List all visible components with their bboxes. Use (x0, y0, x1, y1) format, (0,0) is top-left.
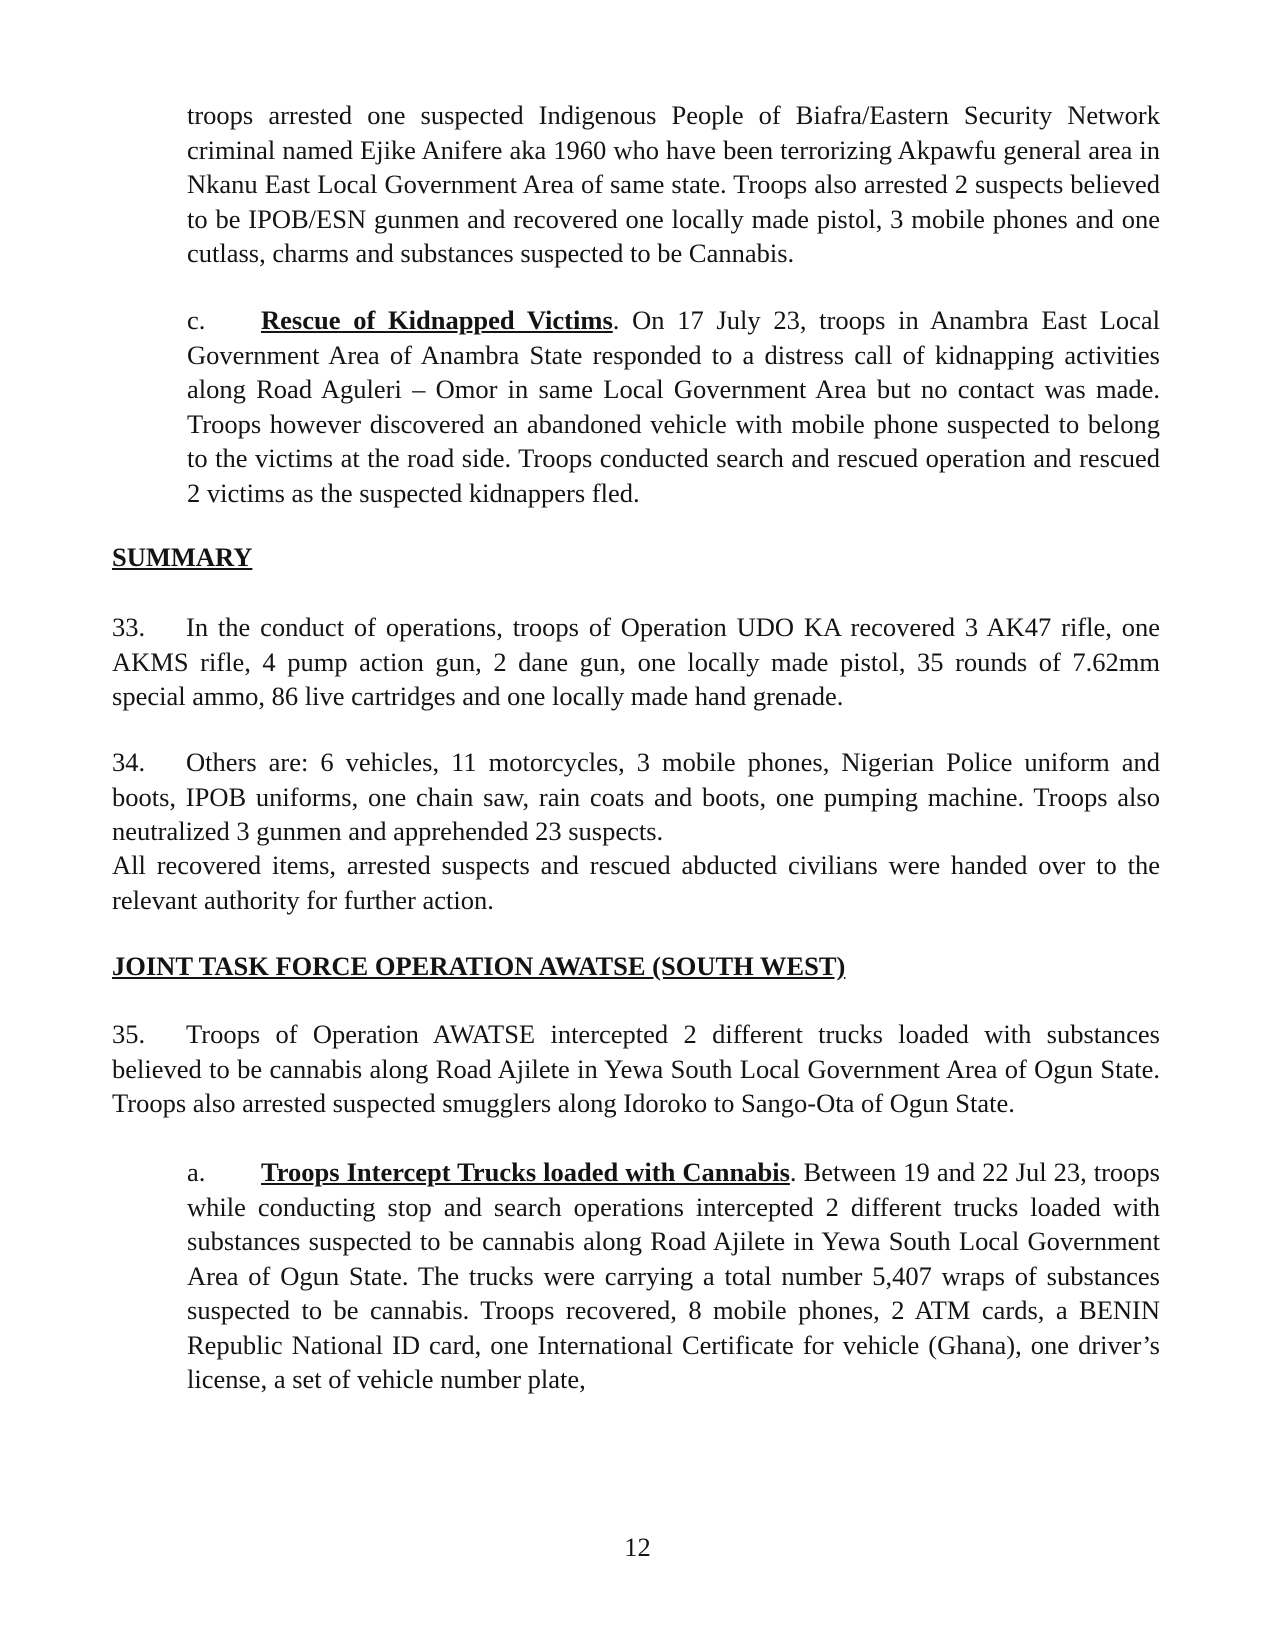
item-a-paragraph (187, 1155, 1160, 1397)
paragraph-35-number: 35. (112, 1019, 146, 1049)
paragraph-34-text: Others are: 6 vehicles, 11 motorcycles, 3 mobile phones, Nigerian Police uniform and boots, IPOB uniforms, one chain saw, rain coats and boots, one pumping machine. Troops also neutralized 3 gunmen and apprehended 23 suspects. (112, 747, 1160, 846)
paragraph-35-text: Troops of Operation AWATSE intercepted 2 different trucks loaded with substances believed to be cannabis along Road Ajilete in Yewa South Local Government Area of Ogun State. Troops also arrested suspected smugglers along Idoroko to Sango-Ota of Ogun State. (112, 1019, 1160, 1118)
paragraph-34-continued (112, 848, 1160, 917)
continuation-paragraph (187, 98, 1160, 271)
paragraph-33-text: In the conduct of operations, troops of Operation UDO KA recovered 3 AK47 rifle, one AKMS rifle, 4 pump action gun, 2 dane gun, one locally made pistol, 35 rounds of 7.62mm special ammo, 86 live cartridges and one locally made hand grenade. (112, 612, 1160, 711)
paragraph-33 (112, 610, 1160, 714)
paragraph-34 (112, 745, 1160, 849)
continuation-paragraph-text: troops arrested one suspected Indigenous People of Biafra/Eastern Security Network criminal named Ejike Anifere aka 1960 who have been terrorizing Akpawfu general area in Nkanu East Local Government Area of same state. Troops also arrested 2 suspects believed to be IPOB/ESN gunmen and recovered one locally made pistol, 3 mobile phones and one cutlass, charms and substances suspected to be Cannabis. (187, 100, 1160, 268)
item-c-paragraph (187, 303, 1160, 510)
item-c-label: c. (187, 305, 206, 335)
paragraph-35 (112, 1017, 1160, 1121)
awatse-heading: JOINT TASK FORCE OPERATION AWATSE (SOUTH WEST) (112, 951, 846, 981)
summary-heading: SUMMARY (112, 542, 253, 572)
item-c-title: Rescue of Kidnapped Victims (261, 305, 613, 335)
item-c-text: . On 17 July 23, troops in Anambra East Local Government Area of Anambra State responded to a distress call of kidnapping activities along Road Aguleri – Omor in same Local Government Area but no contact was made. Troops however discovered an abandoned vehicle with mobile phone suspected to belong to the victims at the road side. Troops conducted search and rescued operation and rescued 2 victims as the suspected kidnappers fled. (187, 305, 1160, 508)
item-a-title: Troops Intercept Trucks loaded with Cannabis (261, 1157, 790, 1187)
item-a-text: . Between 19 and 22 Jul 23, troops while conducting stop and search operations intercepted 2 different trucks loaded with substances suspected to be cannabis along Road Ajilete in Yewa South Local Government Area of Ogun State. The trucks were carrying a total number 5,407 wraps of substances suspected to be cannabis. Troops recovered, 8 mobile phones, 2 ATM cards, a BENIN Republic National ID card, one International Certificate for vehicle (Ghana), one driver’s license, a set of vehicle number plate, (187, 1157, 1160, 1394)
item-a-label: a. (187, 1157, 206, 1187)
page-number: 12 (624, 1532, 651, 1562)
paragraph-34-number: 34. (112, 747, 146, 777)
paragraph-34-text-2: All recovered items, arrested suspects and rescued abducted civilians were handed over to the relevant authority for further action. (112, 850, 1160, 915)
paragraph-33-number: 33. (112, 612, 146, 642)
